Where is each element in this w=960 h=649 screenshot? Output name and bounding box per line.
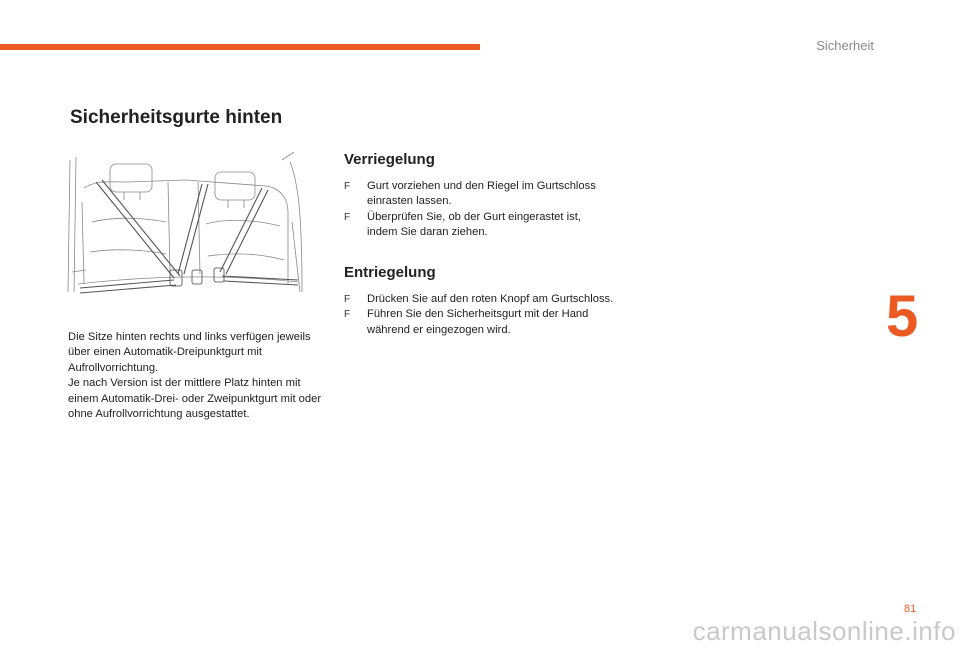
locking-heading: Verriegelung: [344, 151, 435, 168]
unlocking-step: [344, 307, 614, 338]
step-text: Führen Sie den Sicherheitsgurt mit der Hand während er eingezogen wird.: [367, 308, 589, 336]
step-text: Gurt vorziehen und den Riegel im Gurtschloss einrasten lassen.: [367, 180, 596, 208]
step-text: Drücken Sie auf den roten Knopf am Gurtschloss.: [367, 293, 614, 305]
accent-bar: [0, 44, 480, 50]
page-number: 81: [904, 603, 917, 615]
unlocking-section: [344, 264, 614, 338]
section-label: Sicherheit: [816, 38, 874, 53]
intro-paragraph: Die Sitze hinten rechts und links verfügen jeweils über einen Automatik-Dreipunktgurt mit Aufrollvorrichtung.: [68, 331, 311, 374]
bullet-marker: F: [344, 309, 351, 321]
chapter-number: 5: [886, 284, 919, 349]
watermark: carmanualsonline.info: [692, 616, 956, 646]
step-text: Überprüfen Sie, ob der Gurt eingerastet ist, indem Sie daran ziehen.: [367, 210, 581, 239]
locking-step: [344, 210, 614, 241]
intro-text: [68, 330, 330, 422]
bullet-marker: F: [344, 181, 351, 192]
unlocking-step: [344, 292, 614, 307]
bullet-marker: F: [344, 211, 351, 223]
intro-paragraph: Je nach Version ist der mittlere Platz hinten mit einem Automatik-Drei- oder Zweipunktgurt mit oder ohne Aufrollvorrichtung ausgestattet.: [68, 377, 322, 421]
bullet-marker: F: [344, 294, 351, 305]
rear-seat-belts-illustration: [66, 152, 306, 302]
page-title: Sicherheitsgurte hinten: [70, 107, 283, 128]
locking-step: [344, 179, 614, 210]
unlocking-heading: Entriegelung: [344, 264, 436, 281]
locking-section: [344, 151, 614, 241]
